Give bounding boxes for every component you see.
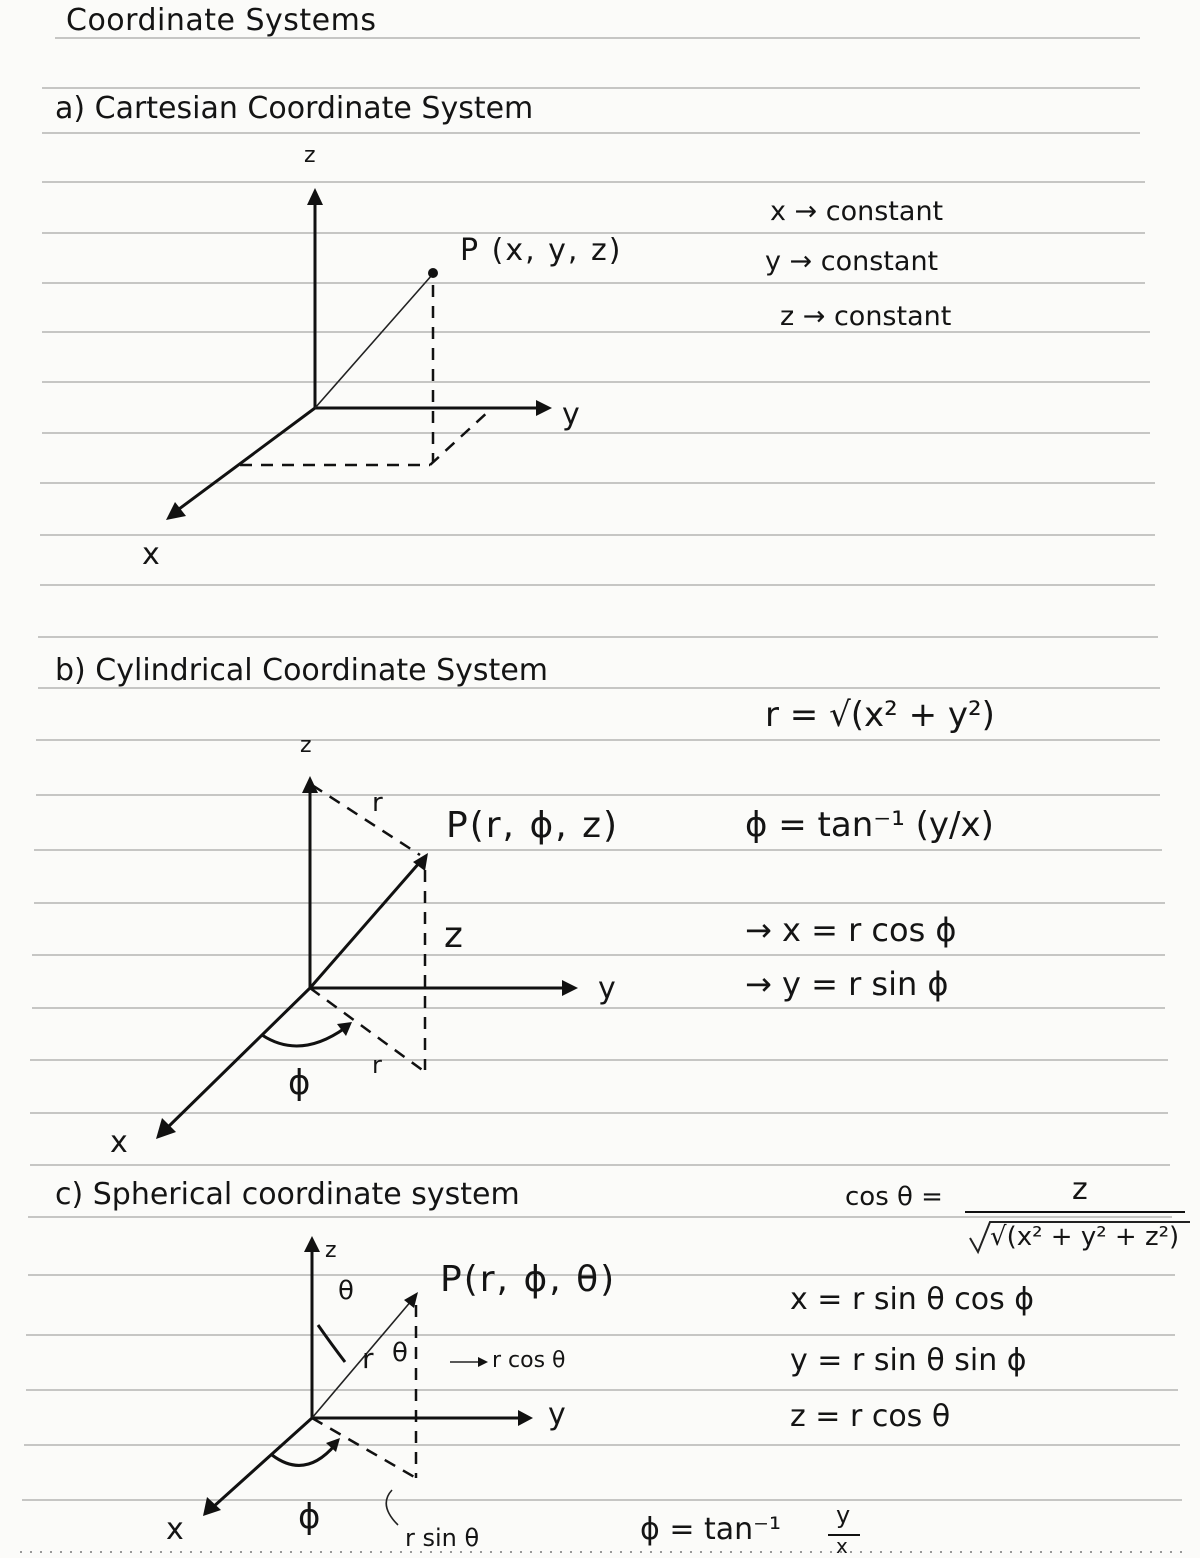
- spherical-phi-label: ϕ: [298, 1497, 321, 1537]
- cylindrical-eq-r: r = √(x² + y²): [765, 695, 995, 735]
- cylindrical-y-label: y: [598, 971, 616, 1006]
- cartesian-note-x: x → constant: [770, 196, 944, 227]
- spherical-theta-left-label: θ: [338, 1276, 354, 1306]
- cartesian-note-y: y → constant: [765, 246, 939, 277]
- spherical-theta-arc: [318, 1325, 345, 1362]
- spherical-rsin-label: r sin θ: [405, 1524, 480, 1552]
- section-heading-spherical: c) Spherical coordinate system: [55, 1177, 520, 1212]
- spherical-eq-phi-denominator: x: [836, 1534, 848, 1558]
- spherical-eq-y: y = r sin θ sin ϕ: [790, 1343, 1027, 1378]
- cylindrical-eq-x: → x = r cos ϕ: [745, 911, 957, 949]
- cylindrical-z-height-label: z: [444, 915, 463, 956]
- cylindrical-eq-phi: ϕ = tan⁻¹ (y/x): [745, 805, 994, 845]
- spherical-x-label: x: [166, 1512, 184, 1547]
- cylindrical-point-label: P(r, ϕ, z): [446, 805, 620, 846]
- spherical-r-label: r: [362, 1342, 374, 1375]
- spherical-dashed-projection: [312, 1418, 416, 1478]
- cylindrical-r-top-label: r: [372, 788, 383, 818]
- spherical-eq-cos-denominator: √(x² + y² + z²): [990, 1222, 1180, 1252]
- spherical-eq-cos-left: cos θ =: [845, 1182, 943, 1212]
- cartesian-point-label: P (x, y, z): [460, 233, 623, 268]
- spherical-phi-arc: [272, 1445, 335, 1465]
- spherical-eq-z: z = r cos θ: [790, 1399, 951, 1434]
- spherical-theta-mid-label: θ: [392, 1338, 408, 1368]
- spherical-eq-phi-left: ϕ = tan⁻¹: [640, 1512, 782, 1547]
- page-title: Coordinate Systems: [66, 3, 377, 38]
- cartesian-x-label: x: [142, 537, 160, 572]
- cylindrical-eq-y: → y = r sin ϕ: [745, 965, 949, 1003]
- cartesian-y-label: y: [562, 397, 580, 432]
- spherical-eq-cos-numerator: z: [1072, 1172, 1088, 1207]
- spherical-rcos-label: r cos θ: [492, 1348, 566, 1373]
- section-heading-cylindrical: b) Cylindrical Coordinate System: [55, 653, 548, 688]
- spherical-point-label: P(r, ϕ, θ): [440, 1259, 617, 1300]
- cylindrical-z-label: z: [300, 733, 312, 758]
- cylindrical-phi-label: ϕ: [288, 1063, 311, 1103]
- spherical-x-axis: [212, 1418, 312, 1508]
- section-heading-cartesian: a) Cartesian Coordinate System: [55, 91, 534, 126]
- cartesian-note-z: z → constant: [780, 301, 952, 332]
- spherical-y-label: y: [548, 1397, 566, 1432]
- cylindrical-x-label: x: [110, 1125, 128, 1160]
- cartesian-z-label: z: [304, 143, 316, 168]
- cylindrical-r-bottom-label: r: [372, 1051, 382, 1079]
- spherical-z-label: z: [325, 1238, 337, 1263]
- spherical-eq-x: x = r sin θ cos ϕ: [790, 1282, 1035, 1317]
- spherical-eq-phi-numerator: y: [836, 1501, 851, 1529]
